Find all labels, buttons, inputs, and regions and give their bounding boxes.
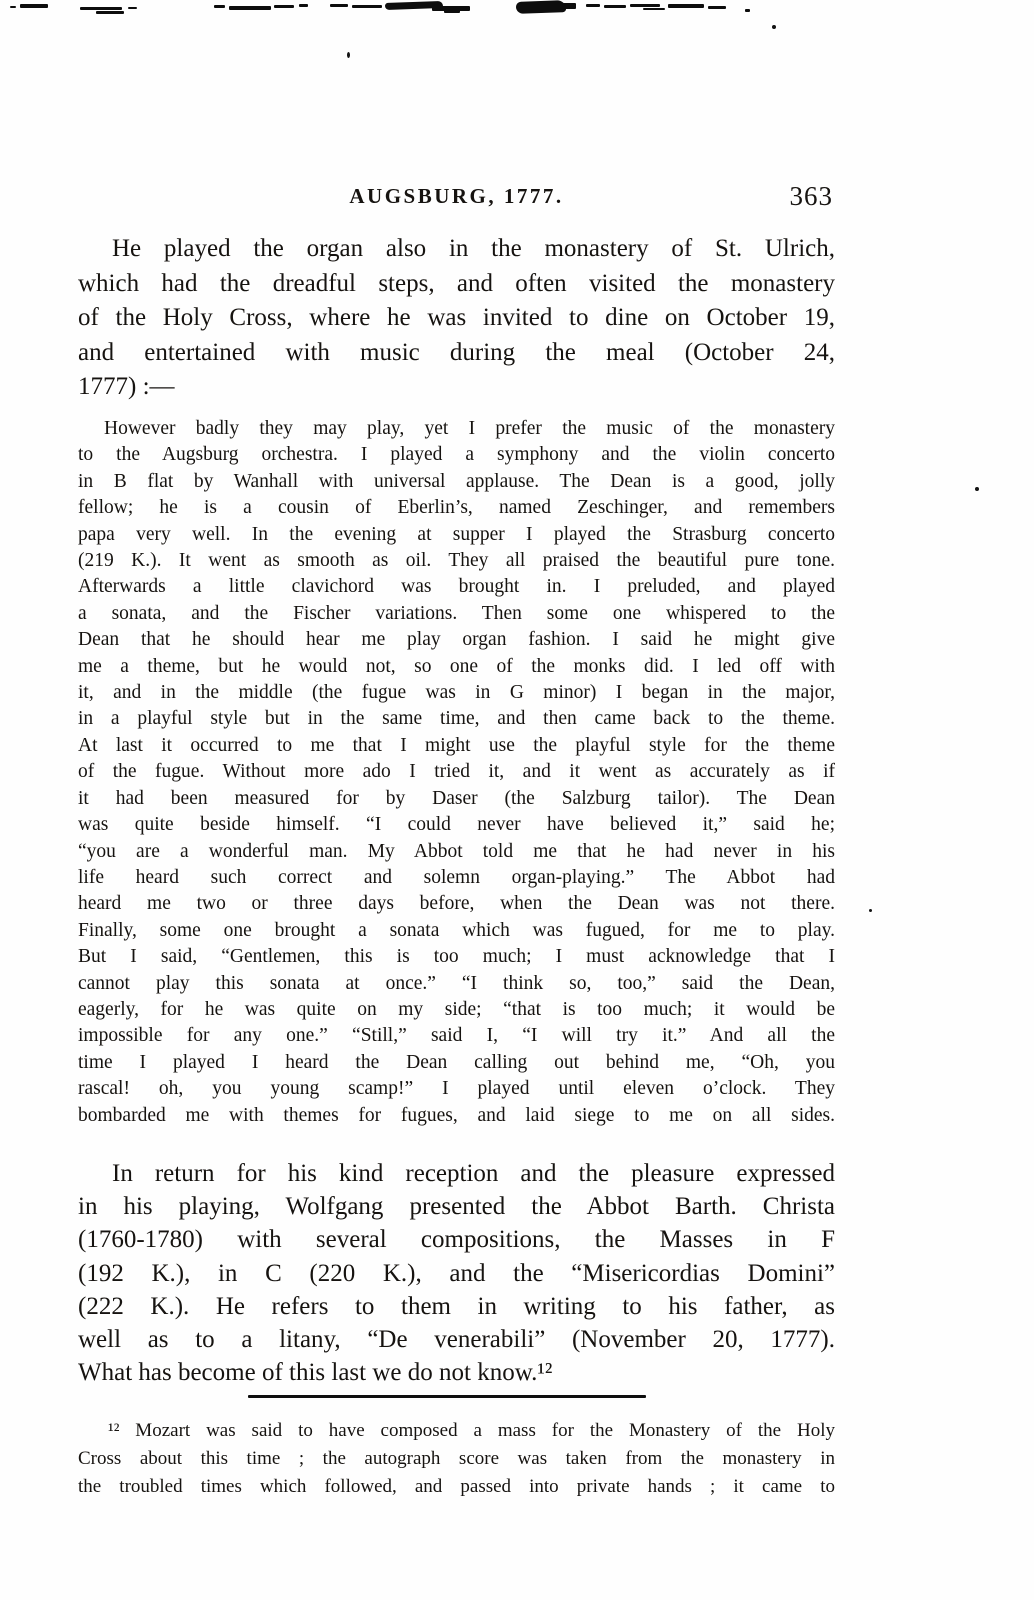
scan-artifact — [299, 4, 308, 7]
footnote-rule — [248, 1395, 646, 1398]
scan-artifact — [96, 11, 124, 14]
scan-artifact — [128, 7, 137, 9]
text-line: eagerly, for he was quite on my side; “that is too much; it would be — [78, 998, 835, 1020]
text-line: “you are a wonderful man. My Abbot told me that he had never in his — [78, 840, 835, 862]
text-line: fellow; he is a cousin of Eberlin’s, named Zeschinger, and remembers — [78, 497, 835, 519]
text-line: and entertained with music during the meal (October 24, — [78, 338, 835, 366]
scan-artifact — [586, 4, 600, 7]
scan-artifact — [745, 9, 750, 12]
scan-artifact — [352, 5, 382, 8]
text-line: He played the organ also in the monastery of St. Ulrich, — [112, 235, 835, 262]
text-line: me a theme, but he would not, so one of the monks did. I led off with — [78, 655, 835, 677]
text-line: time I played I heard the Dean calling out behind me, “Oh, you — [78, 1051, 835, 1073]
text-line: heard me two or three days before, when the Dean was not there. — [78, 893, 835, 915]
scan-artifact — [80, 7, 122, 10]
footnote-text — [78, 1417, 835, 1501]
text-line: ¹² Mozart was said to have composed a mass for the Monastery of the Holy — [108, 1420, 835, 1441]
text-line: in his playing, Wolfgang presented the Abbot Barth. Christa — [78, 1193, 835, 1221]
text-line: cannot play this sonata at once.” “I think so, too,” said the Dean, — [78, 972, 835, 994]
scan-artifact — [630, 4, 660, 7]
text-line: to the Augsburg orchestra. I played a symphony and the violin concerto — [78, 444, 835, 466]
text-line: (222 K.). He refers to them in writing to his father, as — [78, 1292, 835, 1320]
text-line: bombarded me with themes for fugues, and laid siege to me on all sides. — [78, 1104, 835, 1126]
scan-artifact — [668, 4, 704, 8]
paragraph-intro — [78, 232, 835, 405]
scan-speck — [347, 52, 350, 58]
scan-artifact — [274, 5, 294, 8]
text-line: Finally, some one brought a sonata which was fugued, for me to play. — [78, 919, 835, 941]
text-line: Dean that he should hear me play organ fashion. I said he might give — [78, 629, 835, 651]
text-line: In return for his kind reception and the pleasure expressed — [112, 1160, 835, 1187]
scan-artifact — [708, 6, 726, 9]
text-line: was quite beside himself. “I could never have believed it,” said he; — [78, 814, 835, 836]
running-title: AUGSBURG, 1777. — [349, 184, 564, 208]
scan-artifact — [20, 4, 48, 8]
text-line: it, and in the middle (the fugue was in G minor) I began in the major, — [78, 682, 835, 704]
scan-artifact — [330, 4, 348, 7]
scan-speck — [869, 909, 872, 912]
scan-artifact — [604, 5, 626, 8]
page-number: 363 — [789, 181, 833, 211]
text-line: a sonata, and the Fischer variations. Then some one whispered to the — [78, 602, 835, 624]
text-line: At last it occurred to me that I might use the playful style for the theme — [78, 734, 835, 756]
scan-artifact — [229, 6, 271, 10]
paragraph-compositions — [78, 1157, 835, 1389]
scan-speck — [975, 487, 979, 491]
text-line: impossible for any one.” “Still,” said I, “I will try it.” And all the — [78, 1025, 835, 1047]
text-line: (1760-1780) with several compositions, the Masses in F — [78, 1226, 835, 1254]
text-line: Cross about this time ; the autograph score was taken from the monastery in — [78, 1448, 835, 1469]
text-line: 1777) :— — [78, 373, 175, 401]
text-line: (219 K.). It went as smooth as oil. They all praised the beautiful pure tone. — [78, 550, 835, 572]
scan-artifact — [643, 8, 665, 10]
text-line: in B flat by Wanhall with universal applause. The Dean is a good, jolly — [78, 470, 835, 492]
text-line: papa very well. In the evening at supper I played the Strasburg concerto — [78, 523, 835, 545]
text-line: (192 K.), in C (220 K.), and the “Misericordias Domini” — [78, 1259, 835, 1287]
scan-artifact — [558, 3, 576, 9]
text-line: well as to a litany, “De venerabili” (November 20, 1777). — [78, 1326, 835, 1354]
text-line: life heard such correct and solemn organ-playing.” The Abbot had — [78, 866, 835, 888]
text-line: of the fugue. Without more ado I tried it, and it went as accurately as if — [78, 761, 835, 783]
text-line: it had been measured for by Daser (the Salzburg tailor). The Dean — [78, 787, 835, 809]
text-line: Afterwards a little clavichord was brought in. I preluded, and played — [78, 576, 835, 598]
scan-artifact — [10, 6, 16, 8]
text-line: the troubled times which followed, and passed into private hands ; it came to — [78, 1476, 835, 1497]
text-line: However badly they may play, yet I prefer the music of the monastery — [104, 418, 835, 439]
text-line: of the Holy Cross, where he was invited to dine on October 19, — [78, 304, 835, 332]
text-line: rascal! oh, you young scamp!” I played until eleven o’clock. They — [78, 1078, 835, 1100]
page-header — [78, 181, 835, 214]
text-line: But I said, “Gentlemen, this is too much; I must acknowledge that I — [78, 946, 835, 968]
scan-artifact — [444, 10, 460, 13]
letter-quotation — [78, 416, 835, 1129]
text-line: which had the dreadful steps, and often visited the monastery — [78, 269, 835, 297]
text-line: in a playful style but in the same time, and then came back to the theme. — [78, 708, 835, 730]
scan-artifact — [214, 5, 225, 8]
scan-speck — [772, 25, 776, 29]
text-line: What has become of this last we do not know.¹² — [78, 1359, 553, 1387]
